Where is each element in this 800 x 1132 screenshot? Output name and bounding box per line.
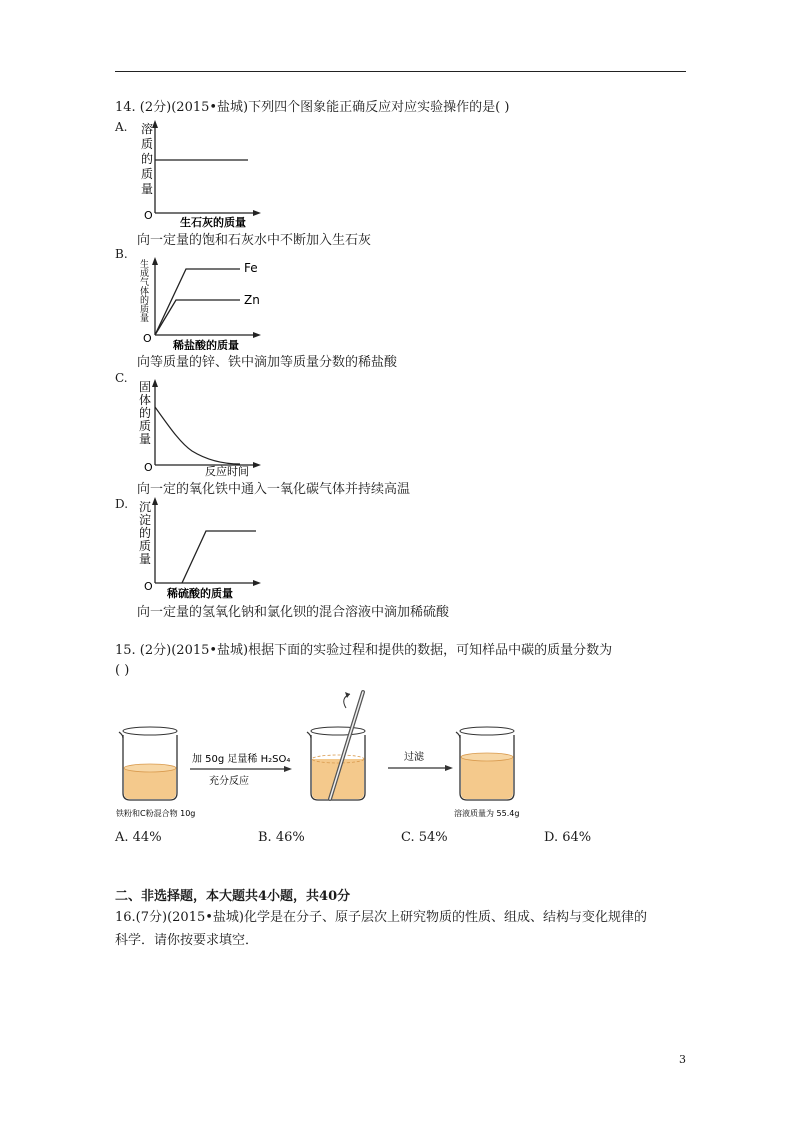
- q14-option-a-caption: 向一定量的饱和石灰水中不断加入生石灰: [137, 233, 372, 248]
- arrow2-head-icon: [445, 765, 453, 771]
- ylabel-char: 生: [140, 260, 150, 270]
- q14-option-c-letter: C.: [115, 371, 128, 385]
- ylabel-char: 量: [140, 314, 150, 324]
- ylabel-char: 质: [141, 137, 154, 151]
- x-arrow-icon: [253, 462, 261, 468]
- ylabel-char: 质: [141, 167, 154, 181]
- graph-c-curve: [155, 407, 240, 464]
- ylabel-char: 量: [139, 552, 152, 566]
- graph-b-curve-fe: [155, 269, 240, 335]
- ylabel-char: 量: [141, 182, 154, 196]
- ylabel-char: 质: [139, 419, 152, 433]
- graph-b-ylabel: [140, 258, 149, 324]
- ylabel-char: 量: [139, 432, 152, 446]
- y-arrow-icon: [152, 257, 158, 265]
- y-arrow-icon: [152, 497, 158, 505]
- q14-option-d-caption: 向一定量的氢氧化钠和氯化钡的混合溶液中滴加稀硫酸: [137, 605, 450, 620]
- x-arrow-icon: [253, 580, 261, 586]
- q15-choice-c: C. 54%: [401, 830, 448, 845]
- graph-d-origin: O: [144, 580, 153, 593]
- graph-a-xlabel: 生石灰的质量: [180, 216, 246, 229]
- graph-a-ylabel: [141, 121, 153, 196]
- q14-option-b-caption: 向等质量的锌、铁中滴加等质量分数的稀盐酸: [137, 355, 398, 370]
- graph-d-ylabel: [139, 500, 151, 566]
- arrow1-head-icon: [284, 766, 292, 772]
- beaker-middle: [307, 692, 365, 800]
- q14-stem: 14. (2分)(2015•盐城)下列四个图象能正确反应对应实验操作的是( ): [115, 100, 510, 115]
- beaker-left: [119, 727, 177, 800]
- graph-c-ylabel: [139, 380, 151, 446]
- ylabel-char: 质: [140, 305, 150, 315]
- diagram-label-right: 溶液质量为 55.4g: [454, 809, 520, 818]
- q15-choice-a: A. 44%: [115, 830, 162, 845]
- q14-option-a-letter: A.: [115, 120, 128, 134]
- q16-line1: 16.(7分)(2015•盐城)化学是在分子、原子层次上研究物质的性质、组成、结构与变化规律的: [115, 910, 647, 925]
- diagram-arrow1-top: 加 50g 足量稀 H₂SO₄: [192, 754, 291, 765]
- graph-b-xlabel: 稀盐酸的质量: [173, 339, 239, 350]
- diagram-arrow2-top: 过滤: [404, 752, 424, 763]
- beaker-right: [456, 727, 514, 800]
- q14-graph-a: [130, 118, 270, 232]
- q15-choice-b: B. 46%: [258, 830, 305, 845]
- q14-graph-c: [130, 377, 270, 477]
- graph-b-label-zn: Zn: [244, 293, 260, 307]
- graph-b-label-fe: Fe: [244, 261, 258, 275]
- ylabel-char: 的: [141, 152, 154, 166]
- ylabel-char: 气: [140, 278, 150, 288]
- q14-option-d-letter: D.: [115, 497, 129, 511]
- q15-experiment-diagram: [110, 680, 570, 820]
- graph-c-origin: O: [144, 461, 153, 474]
- q14-option-c-caption: 向一定的氧化铁中通入一氧化碳气体并持续高温: [137, 482, 411, 497]
- q15-choice-d: D. 64%: [544, 830, 592, 845]
- y-arrow-icon: [152, 379, 158, 387]
- ylabel-char: 淀: [139, 513, 152, 527]
- diagram-arrow1-bottom: 充分反应: [209, 776, 249, 787]
- graph-c-xlabel: 反应时间: [205, 465, 249, 477]
- ylabel-char: 成: [140, 269, 150, 279]
- ylabel-char: 质: [139, 539, 152, 553]
- q14-graph-b: [130, 255, 270, 350]
- header-rule: [115, 71, 686, 72]
- x-arrow-icon: [253, 210, 261, 216]
- q14-option-b-letter: B.: [115, 247, 128, 261]
- q16-line2: 科学．请你按要求填空．: [115, 933, 259, 948]
- q14-graph-d: [130, 493, 270, 601]
- graph-d-curve: [182, 531, 256, 583]
- ylabel-char: 沉: [139, 500, 152, 514]
- ylabel-char: 的: [139, 526, 152, 540]
- ylabel-char: 的: [139, 406, 152, 420]
- page-number: 3: [679, 1053, 686, 1066]
- ylabel-char: 固: [139, 380, 152, 394]
- ylabel-char: 体: [139, 393, 152, 407]
- graph-d-xlabel: 稀硫酸的质量: [167, 587, 233, 600]
- graph-b-origin: O: [143, 332, 152, 345]
- ylabel-char: 体: [140, 287, 150, 297]
- q15-stem-line1: 15. (2分)(2015•盐城)根据下面的实验过程和提供的数据，可知样品中碳的质量分数为: [115, 643, 613, 658]
- diagram-label-left: 铁粉和C粉混合物 10g: [116, 809, 196, 818]
- ylabel-char: 的: [140, 296, 150, 306]
- ylabel-char: 溶: [141, 122, 154, 136]
- x-arrow-icon: [253, 332, 261, 338]
- section-2-title: 二、非选择题，本大题共4小题，共40分: [115, 889, 351, 904]
- q15-stem-line2: ( ): [115, 663, 130, 678]
- graph-b-curve-zn: [155, 300, 240, 335]
- graph-a-origin: O: [144, 209, 153, 222]
